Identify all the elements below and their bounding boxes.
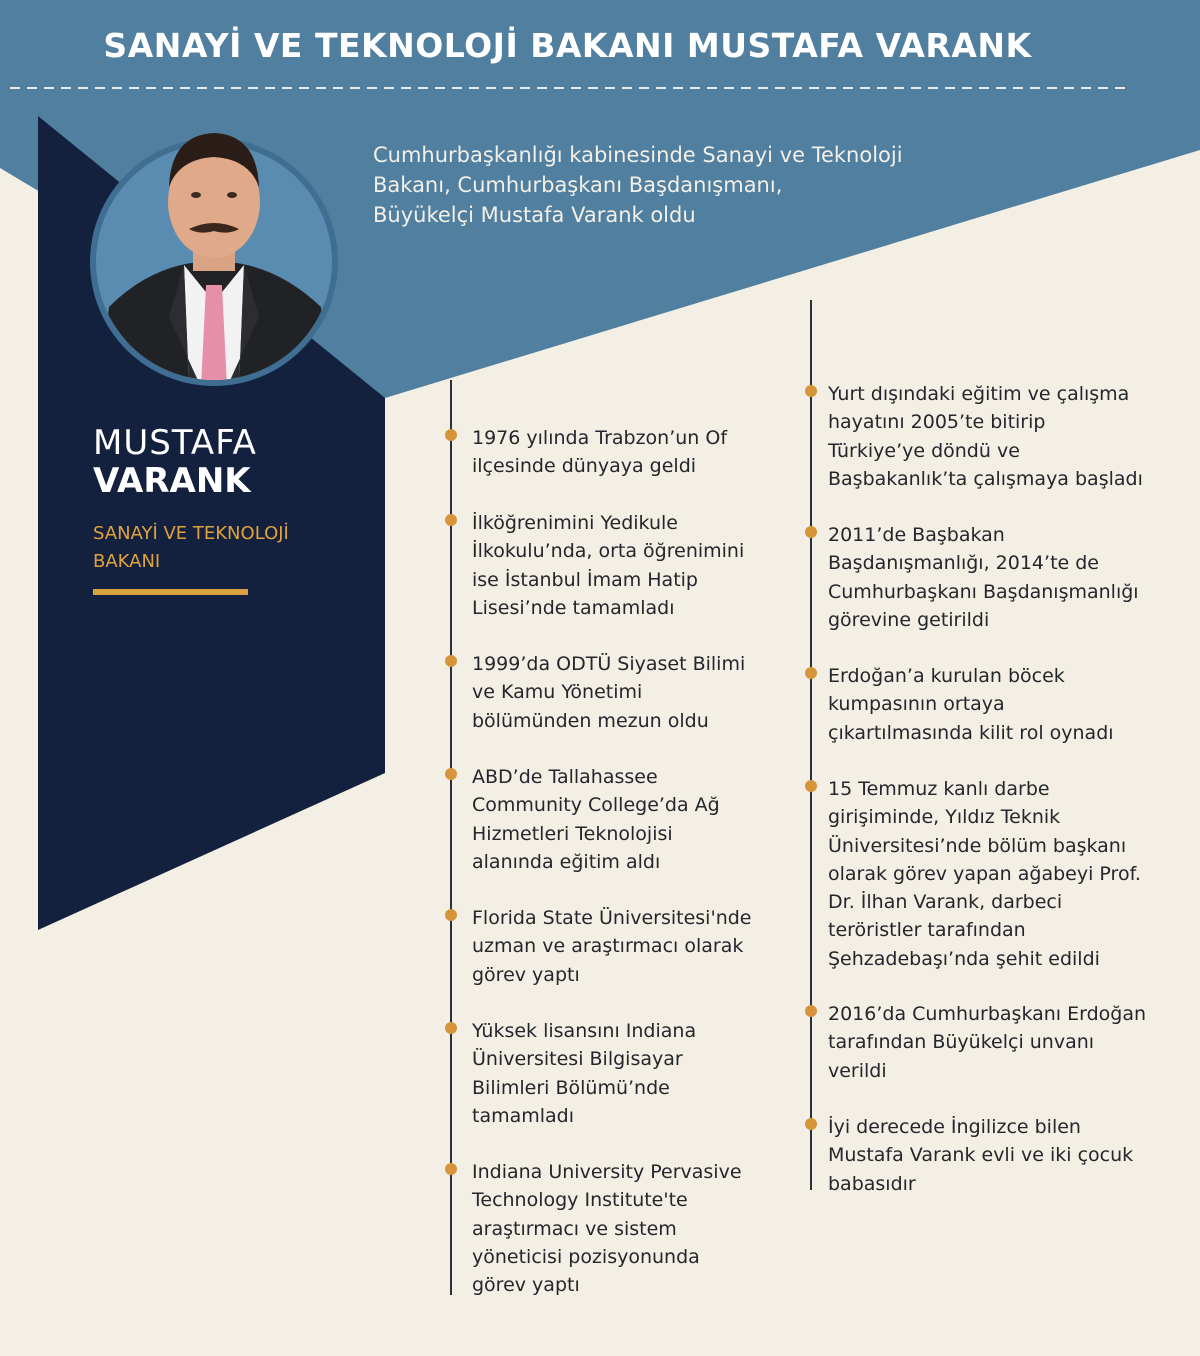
timeline-dot: [445, 514, 457, 526]
timeline-item-line: tarafından Büyükelçi unvanı: [828, 1031, 1095, 1054]
timeline-item: [828, 1113, 1133, 1198]
timeline-dot: [445, 1022, 457, 1034]
gold-underline: [93, 589, 248, 595]
timeline-item-line: olarak görev yapan ağabeyi Prof.: [828, 862, 1141, 885]
intro-line: Cumhurbaşkanlığı kabinesinde Sanayi ve Teknoloji: [373, 143, 903, 167]
timeline-item-line: 1976 yılında Trabzon’un Of: [472, 427, 728, 449]
timeline-item: [828, 380, 1143, 493]
timeline-item: [828, 521, 1139, 634]
timeline-item-line: kumpasının ortaya: [828, 693, 1005, 716]
timeline-item: [828, 662, 1114, 747]
timeline-item-line: Erdoğan’a kurulan böcek: [828, 665, 1065, 687]
timeline-dot: [805, 1005, 817, 1017]
timeline-item-line: girişiminde, Yıldız Teknik: [828, 806, 1061, 829]
timeline-item-line: tamamladı: [472, 1104, 575, 1127]
timeline-item-line: Yüksek lisansını Indiana: [472, 1020, 697, 1042]
timeline-item-line: yöneticisi pozisyonunda: [472, 1245, 700, 1268]
intro-line: Bakanı, Cumhurbaşkanı Başdanışmanı,: [373, 173, 783, 197]
timeline-item-line: ABD’de Tallahassee: [472, 766, 658, 788]
timeline-item-line: görevine getirildi: [828, 608, 990, 631]
timeline-item-line: Şehzadebaşı’nda şehit edildi: [828, 947, 1100, 970]
timeline-item-line: İyi derecede İngilizce bilen: [828, 1116, 1081, 1138]
timeline-item-line: Yurt dışındaki eğitim ve çalışma: [828, 383, 1130, 405]
timeline-item-line: Üniversitesi Bilgisayar: [472, 1048, 683, 1071]
timeline-item-line: 2011’de Başbakan: [828, 524, 1005, 546]
timeline-item-line: araştırmacı ve sistem: [472, 1217, 677, 1240]
timeline-item-line: Başbakanlık’ta çalışmaya başladı: [828, 467, 1143, 490]
timeline-item: [472, 904, 751, 989]
timeline-item-line: İlkokulu’nda, orta öğrenimini: [472, 540, 745, 563]
timeline-item-line: 1999’da ODTÜ Siyaset Bilimi: [472, 653, 746, 675]
timeline-item-line: ilçesinde dünyaya geldi: [472, 455, 697, 478]
last-name: VARANK: [93, 461, 251, 501]
timeline-item-line: Mustafa Varank evli ve iki çocuk: [828, 1144, 1134, 1167]
timeline-item-line: teröristler tarafından: [828, 919, 1026, 942]
page-title: SANAYİ VE TEKNOLOJİ BAKANI MUSTAFA VARANK: [103, 26, 1032, 65]
timeline-item-line: Bilimleri Bölümü’nde: [472, 1076, 670, 1099]
timeline-dot: [445, 768, 457, 780]
timeline-item-line: Türkiye’ye döndü ve: [828, 439, 1020, 462]
timeline-dot: [805, 667, 817, 679]
portrait-photo: [89, 117, 339, 387]
role-line: SANAYİ VE TEKNOLOJİ: [93, 523, 289, 544]
timeline-item: [472, 763, 720, 876]
profile-role: [93, 520, 353, 576]
first-name: MUSTAFA: [93, 423, 257, 463]
timeline-dot: [445, 909, 457, 921]
timeline-item-line: Florida State Üniversitesi'nde: [472, 907, 752, 929]
timeline-item: [472, 650, 745, 735]
timeline-item: [472, 424, 727, 481]
timeline-line-right: [810, 300, 812, 1190]
profile-name: [93, 424, 257, 500]
timeline-item-line: hayatını 2005’te bitirip: [828, 411, 1046, 434]
intro-text: [373, 140, 973, 230]
timeline-item: [828, 1000, 1146, 1085]
role-line: BAKANI: [93, 551, 161, 572]
timeline-dot: [445, 429, 457, 441]
timeline-dot: [445, 655, 457, 667]
timeline-item-line: bölümünden mezun oldu: [472, 709, 709, 732]
timeline-item-line: 2016’da Cumhurbaşkanı Erdoğan: [828, 1003, 1147, 1025]
timeline-item-line: çıkartılmasında kilit rol oynadı: [828, 721, 1114, 744]
timeline-item-line: görev yaptı: [472, 963, 580, 986]
timeline-item-line: Başdanışmanlığı, 2014’te de: [828, 552, 1099, 575]
timeline-dot: [805, 780, 817, 792]
timeline-item-line: alanında eğitim aldı: [472, 850, 661, 873]
timeline-item-line: babasıdır: [828, 1172, 916, 1195]
timeline-item-line: Technology Institute'te: [472, 1189, 688, 1212]
timeline-item: [472, 509, 744, 622]
timeline-item-line: Hizmetleri Teknolojisi: [472, 822, 673, 845]
timeline-item-line: Cumhurbaşkanı Başdanışmanlığı: [828, 580, 1139, 603]
timeline-item: [828, 775, 1141, 973]
timeline-dot: [805, 526, 817, 538]
timeline-dot: [805, 385, 817, 397]
timeline-item-line: İlköğrenimini Yedikule: [472, 512, 678, 534]
timeline-item-line: Indiana University Pervasive: [472, 1161, 742, 1183]
timeline-item-line: ise İstanbul İmam Hatip: [472, 568, 698, 591]
timeline-item-line: Dr. İlhan Varank, darbeci: [828, 891, 1063, 914]
intro-line: Büyükelçi Mustafa Varank oldu: [373, 203, 696, 227]
timeline-dot: [445, 1163, 457, 1175]
timeline-item-line: verildi: [828, 1059, 887, 1082]
timeline-item: [472, 1017, 696, 1130]
timeline-item-line: Lisesi’nde tamamladı: [472, 596, 675, 619]
timeline-item-line: Üniversitesi’nde bölüm başkanı: [828, 834, 1127, 857]
timeline-dot: [805, 1118, 817, 1130]
timeline-item-line: ve Kamu Yönetimi: [472, 681, 643, 704]
timeline-item-line: 15 Temmuz kanlı darbe: [828, 778, 1050, 800]
timeline-item-line: görev yaptı: [472, 1274, 580, 1297]
timeline-item-line: Community College’da Ağ: [472, 794, 720, 817]
timeline-item-line: uzman ve araştırmacı olarak: [472, 935, 744, 958]
timeline-item: [472, 1158, 742, 1299]
